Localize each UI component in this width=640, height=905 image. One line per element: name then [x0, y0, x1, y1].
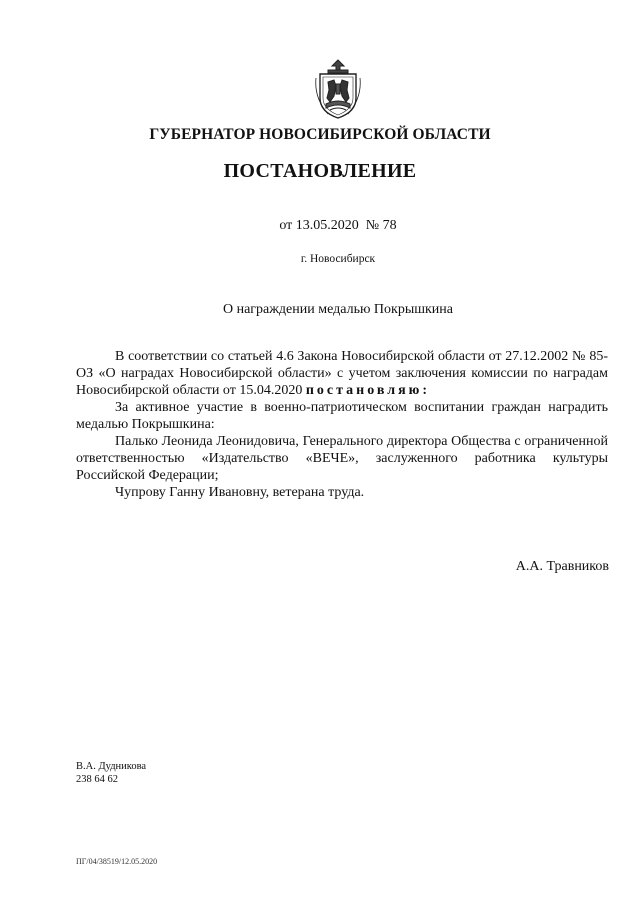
document-subject: О награждении медалью Покрышкина: [222, 302, 454, 317]
body-paragraph: За активное участие в военно-патриотическом воспитании граждан наградить медалью Покрышкина:: [76, 400, 608, 432]
issue-city: г. Новосибирск: [300, 253, 376, 265]
body-paragraph: Чупрову Ганну Ивановну, ветерана труда.: [115, 485, 365, 500]
executor-phone: 238 64 62: [76, 774, 118, 785]
executor-block: [76, 760, 146, 786]
number-prefix: №: [365, 218, 380, 233]
issuing-authority: ГУБЕРНАТОР НОВОСИБИРСКОЙ ОБЛАСТИ: [149, 126, 491, 143]
document-date: 13.05.2020: [295, 218, 359, 233]
date-prefix: от: [279, 218, 293, 233]
date-number-line: [0, 218, 640, 234]
body-paragraph-text: В соответствии со статьей 4.6 Закона Новосибирской области от 27.12.2002 № 85-ОЗ «О наградах Новосибирской области» с учетом заключения комиссии по наградам Новосибирской области от 15.04.2020: [76, 349, 608, 398]
coat-of-arms-icon: [314, 58, 362, 120]
footer-reference-code: ПГ/04/38519/12.05.2020: [76, 857, 158, 866]
body-paragraph: Палько Леонида Леонидовича, Генерального директора Общества с ограниченной ответственностью «Издательство «ВЕЧЕ», заслуженного работника культуры Российской Федерации;: [76, 434, 608, 483]
executor-name: В.А. Дудникова: [76, 761, 147, 772]
body-paragraph: [76, 348, 608, 399]
document-body: [76, 348, 608, 501]
resolution-keyword: постановляю:: [305, 383, 431, 398]
signatory-name: А.А. Травников: [515, 559, 609, 574]
document-type-title: ПОСТАНОВЛЕНИЕ: [223, 160, 417, 182]
document-number: 78: [382, 218, 397, 233]
